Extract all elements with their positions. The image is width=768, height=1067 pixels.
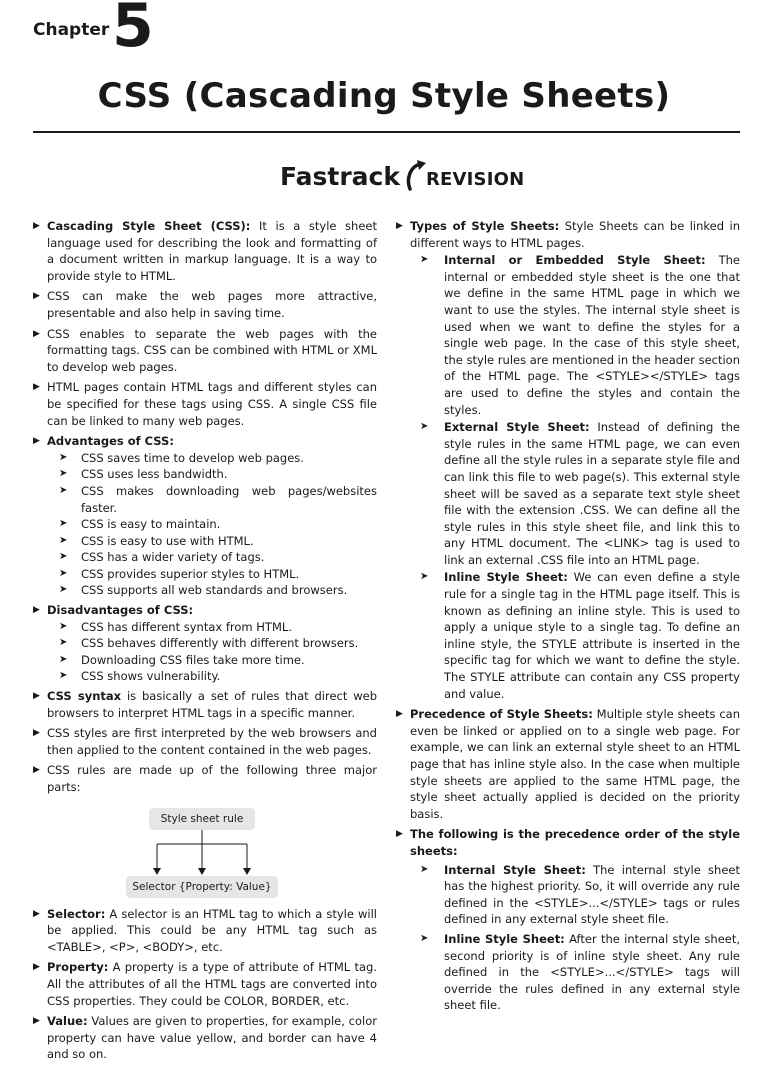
diagram-box-selector: Selector {Property: Value} <box>126 876 278 898</box>
bullet-value <box>33 1013 377 1063</box>
advantages-list <box>33 450 377 599</box>
bullet-advantages <box>33 433 377 450</box>
chapter-label: Chapter <box>33 20 110 40</box>
revision-text: REVISION <box>425 168 525 190</box>
list-item: ➤ CSS shows vulnerability. <box>33 668 377 685</box>
text-property: A property is a type of attribute of HTML tag. All the attributes of all the HTML tags are converted into CSS properties. They could be COLOR, BORDER, etc. <box>47 960 377 1008</box>
term-syntax: CSS syntax <box>47 689 122 704</box>
text-syntax: is basically a set of rules that direct web browsers to interpret HTML tags in a specific manner. <box>47 689 377 720</box>
bullet-separate: ▶ CSS enables to separate the web pages with the formatting tags. CSS can be combined with HTML or XML to develop web pages. <box>33 326 377 376</box>
term-order-internal: Internal Style Sheet: <box>444 862 586 877</box>
term-inline: Inline Style Sheet: <box>444 570 568 585</box>
text-external: Instead of defining the style rules in the same HTML page, we can even define all the style rules in a separate style file and can link this file to web page(s). This external style sheet will be saved as a separate text style sheet file with the extension .CSS. We can define all the style rules in this style sheet file, and link this to any HTML document. The <LINK> tag is used to link an external .CSS file into an HTML page. <box>444 420 740 567</box>
list-item: ➤ CSS is easy to maintain. <box>33 516 377 533</box>
bullet-html-pages: ▶ HTML pages contain HTML tags and different styles can be specified for these tags using CSS. A single CSS file can be linked to many web pages. <box>33 379 377 429</box>
bullet-attractive: ▶ CSS can make the web pages more attractive, presentable and also help in saving time. <box>33 288 377 321</box>
list-item: ➤ CSS makes downloading web pages/websites faster. <box>33 483 377 516</box>
chapter-number: 5 <box>112 0 154 61</box>
term-types: Types of Style Sheets: <box>410 219 560 233</box>
bullet-selector <box>33 906 377 956</box>
term-order-inline: Inline Style Sheet: <box>444 931 565 946</box>
bullet-disadvantages <box>33 602 377 619</box>
list-item: ➤ CSS supports all web standards and browsers. <box>33 582 377 599</box>
bullet-property <box>33 959 377 1009</box>
sub-order-internal <box>396 862 740 928</box>
sub-order-inline <box>396 931 740 1014</box>
text-types: Style Sheets can be linked in different ways to HTML pages. <box>410 219 740 250</box>
fastrack-text: Fastrack <box>280 161 400 191</box>
list-item: ➤ CSS has a wider variety of tags. <box>33 549 377 566</box>
text-css: It is a style sheet language used for describing the look and formatting of a document written in markup language. It is a way to provide style to HTML. <box>47 219 377 283</box>
bullet-rules-parts: ▶ CSS rules are made up of the following three major parts: <box>33 762 377 795</box>
text-order-internal: The internal style sheet has the highest priority. So, it will override any rule defined in the <STYLE>...</STYLE> tags or rules defined in any external style sheet file. <box>444 862 740 927</box>
bullet-order <box>396 826 740 859</box>
sub-inline <box>396 569 740 702</box>
sub-internal <box>396 252 740 418</box>
term-internal: Internal or Embedded Style Sheet: <box>444 253 706 268</box>
list-item: ➤ CSS provides superior styles to HTML. <box>33 566 377 583</box>
list-item: ➤ Downloading CSS files take more time. <box>33 652 377 669</box>
list-item: ➤ CSS behaves differently with different browsers. <box>33 635 377 652</box>
term-css: Cascading Style Sheet (CSS): <box>47 219 251 233</box>
left-column <box>33 218 377 1067</box>
term-precedence: Precedence of Style Sheets: <box>410 707 593 722</box>
list-item: ➤ CSS has different syntax from HTML. <box>33 619 377 636</box>
text-precedence: Multiple style sheets can even be linked or applied on to a single web page. For example, we can link an external style sheet to an HTML page that has inline style also. In the case when multiple style sheets are applied to the same HTML page, the style sheet actually applied is decided on the priority basis. <box>410 707 741 821</box>
page-title: CSS (Cascading Style Sheets) <box>97 76 671 116</box>
list-item: ➤ CSS saves time to develop web pages. <box>33 450 377 467</box>
text-internal: The internal or embedded style sheet is the one that we define in the same HTML page in which we want to use the styles. The internal style sheet is used when we want to define the styles for a single web page. In the case of this style sheet, the style rules are mentioned in the header section of the HTML page. The <STYLE></STYLE> tags are used to define the styles and contain the styles. <box>444 253 740 417</box>
disadvantages-list <box>33 619 377 685</box>
text-value: Values are given to properties, for example, color property can have value yellow, and border can have 4 and so on. <box>47 1014 377 1062</box>
list-item: ➤ CSS is easy to use with HTML. <box>33 533 377 550</box>
bullet-interpreted: ▶ CSS styles are first interpreted by the web browsers and then applied to the content contained in the web pages. <box>33 725 377 758</box>
bullet-css-definition <box>33 218 377 284</box>
order-title: The following is the precedence order of the style sheets: <box>410 827 740 858</box>
sub-external <box>396 419 740 568</box>
bullet-precedence <box>396 706 740 822</box>
list-item: ➤ CSS uses less bandwidth. <box>33 466 377 483</box>
disadvantages-title: Disadvantages of CSS: <box>47 603 194 618</box>
term-selector: Selector: <box>47 906 106 921</box>
title-rule <box>33 131 740 133</box>
advantages-title: Advantages of CSS: <box>47 434 174 449</box>
term-value: Value: <box>47 1014 88 1029</box>
diagram-box-style-sheet-rule: Style sheet rule <box>149 808 255 830</box>
term-property: Property: <box>47 960 109 975</box>
right-column <box>396 218 740 1015</box>
text-inline: We can even define a style rule for a single tag in the HTML page itself. This is known as defining an inline style. This is used to apply a unique style to a single tag. To define an inline style, the STYLE attribute is inserted in the specific tag for which we want to define the style. The STYLE attribute can contain any CSS property and value. <box>444 570 740 701</box>
bullet-syntax <box>33 688 377 721</box>
style-rule-diagram <box>33 808 377 900</box>
text-order-inline: After the internal style sheet, second priority is of inline style sheet. Any rule defined in the <STYLE>...</STYLE> tags will override the rules defined in any external style sheet file. <box>444 931 741 1013</box>
fastrack-logo <box>280 156 524 196</box>
term-external: External Style Sheet: <box>444 420 590 435</box>
text-selector: A selector is an HTML tag to which a style will be applied. This could be any HTML tag such as <TABLE>, <P>, <BODY>, etc. <box>47 906 377 954</box>
bullet-types <box>396 218 740 251</box>
